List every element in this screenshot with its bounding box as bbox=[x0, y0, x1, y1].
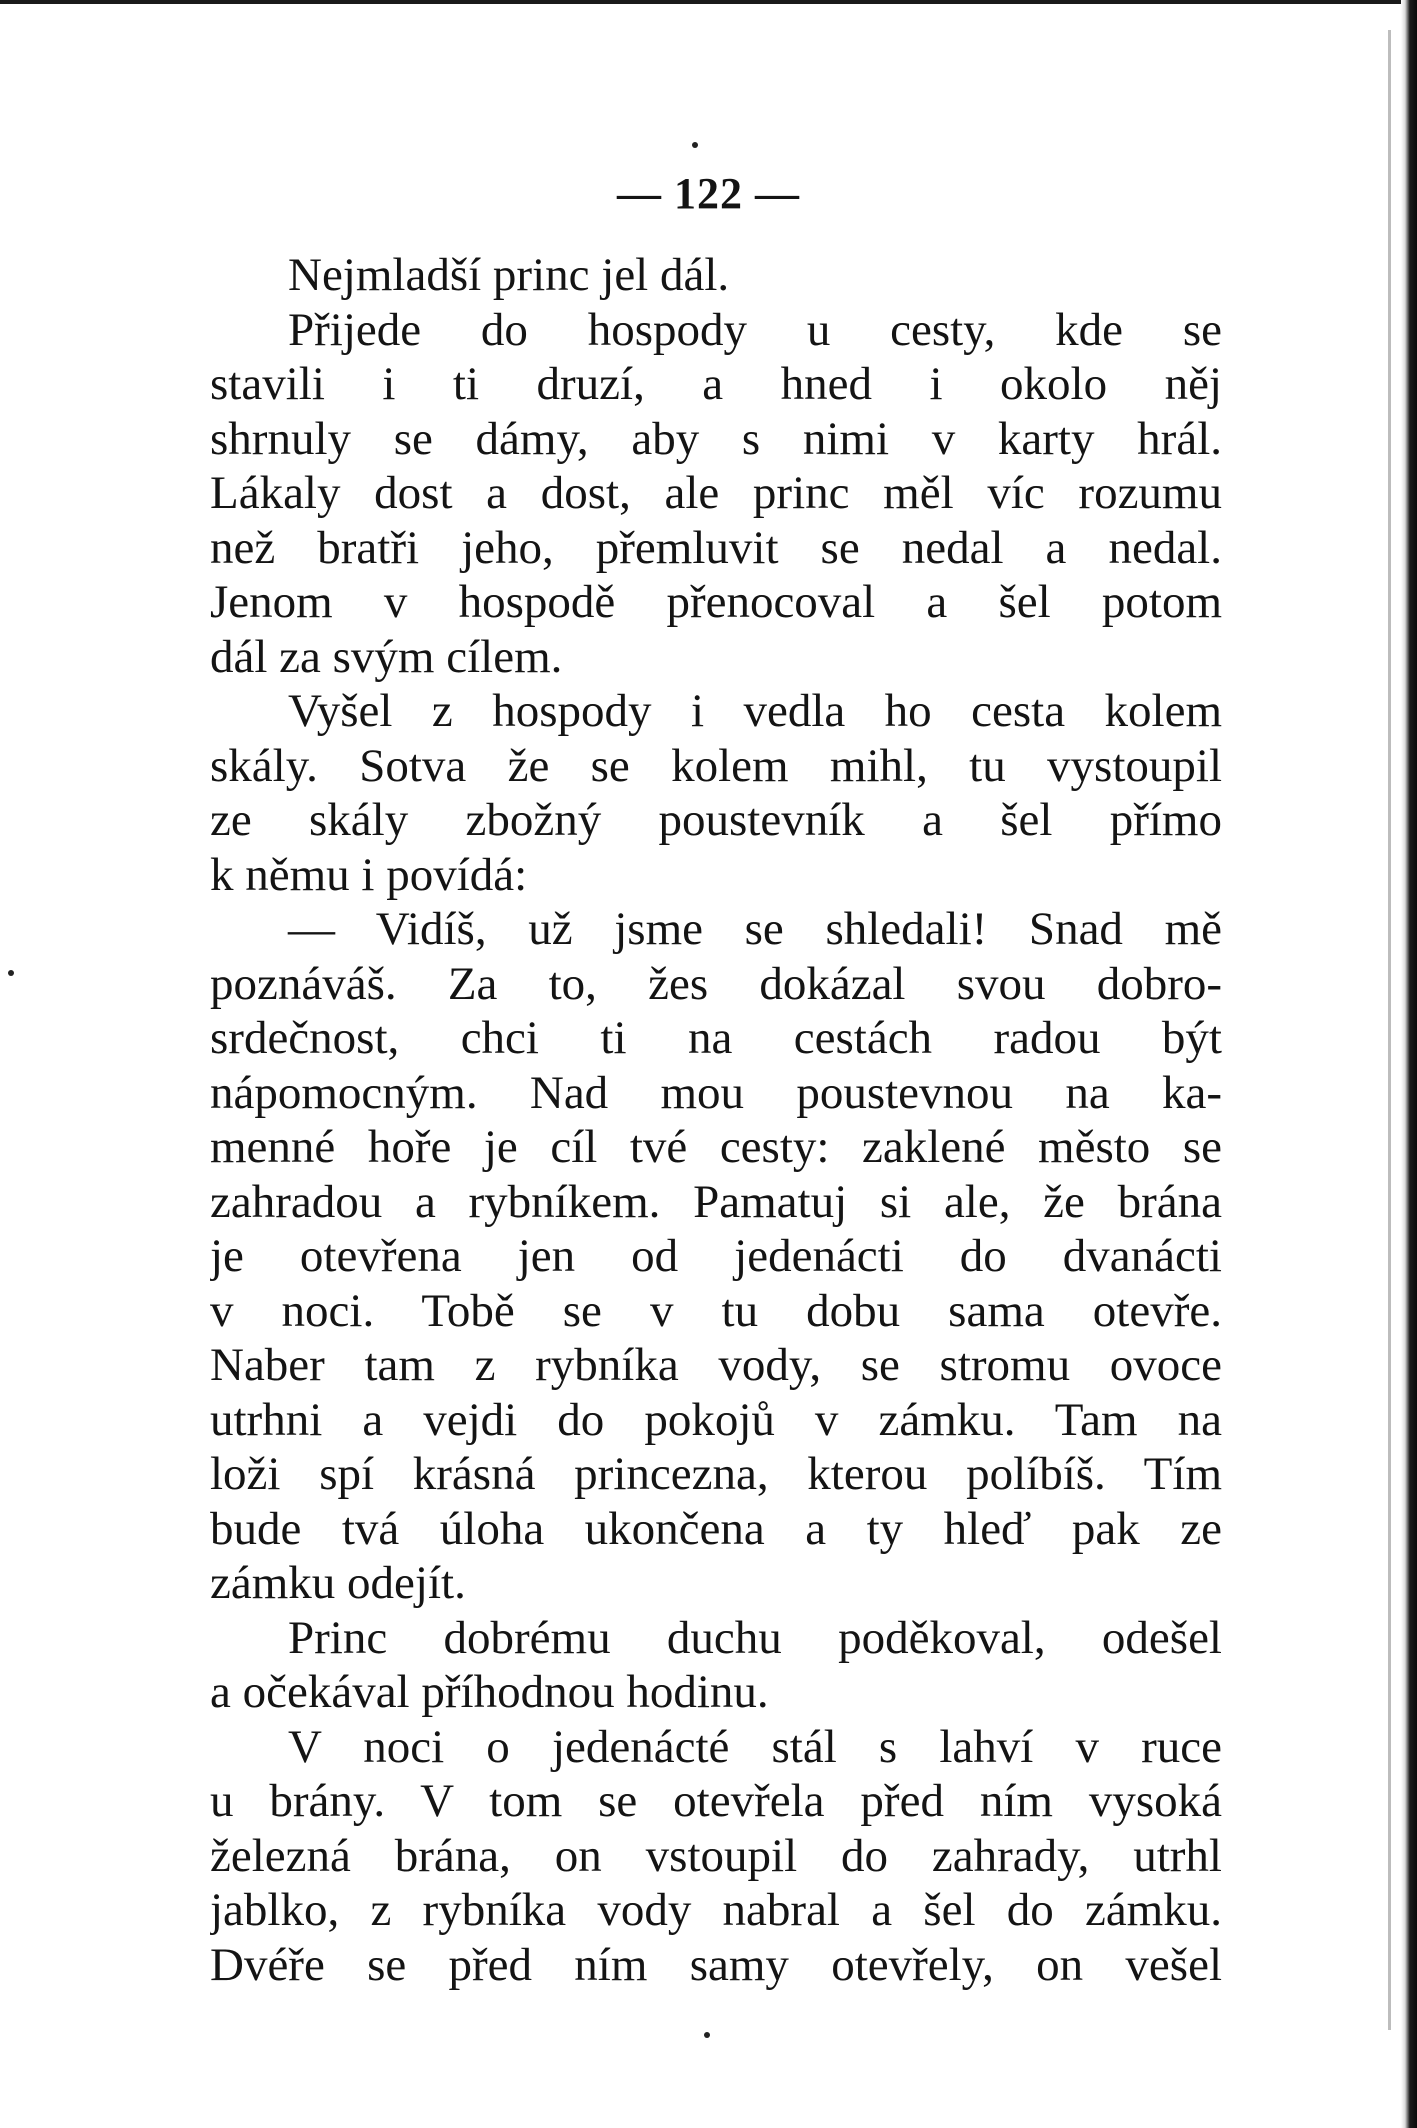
text-line: Nejmladší princ jel dál. bbox=[288, 249, 730, 301]
text-line: železná brána, on vstoupil do zahrady, utrhl bbox=[210, 1829, 1222, 1882]
text-line: Lákaly dost a dost, ale princ měl víc rozumu bbox=[210, 467, 1222, 519]
print-speck bbox=[8, 970, 14, 976]
page-number: — 122 — bbox=[617, 169, 800, 218]
text-line: Jenom v hospodě přenocoval a šel potom bbox=[210, 576, 1222, 628]
text-line: srdečnost, chci ti na cestách radou být bbox=[210, 1012, 1222, 1064]
body-text bbox=[210, 248, 1222, 1992]
text-line: skály. Sotva že se kolem mihl, tu vystoupil bbox=[210, 739, 1222, 792]
text-line: Přijede do hospody u cesty, kde se bbox=[288, 303, 1222, 356]
text-line: u brány. V tom se otevřela před ním vysoká bbox=[210, 1775, 1222, 1827]
text-line: V noci o jedenácté stál s lahví v ruce bbox=[288, 1720, 1222, 1773]
text-line: Naber tam z rybníka vody, se stromu ovoce bbox=[210, 1339, 1222, 1391]
print-speck bbox=[704, 2032, 710, 2038]
text-line: stavili i ti druzí, a hned i okolo něj bbox=[210, 358, 1222, 410]
text-line: a očekával příhodnou hodinu. bbox=[210, 1666, 769, 1718]
text-line: utrhni a vejdi do pokojů v zámku. Tam na bbox=[210, 1393, 1222, 1446]
text-line: jablko, z rybníka vody nabral a šel do zámku. bbox=[210, 1884, 1222, 1936]
text-line: nápomocným. Nad mou poustevnou na ka- bbox=[210, 1066, 1222, 1119]
text-line: bude tvá úloha ukončena a ty hleď pak ze bbox=[210, 1502, 1222, 1555]
text-line: dál za svým cílem. bbox=[210, 630, 563, 683]
text-line: menné hoře je cíl tvé cesty: zaklené město se bbox=[210, 1121, 1222, 1173]
scan-margin-line bbox=[1388, 30, 1391, 2030]
text-line: ze skály zbožný poustevník a šel přímo bbox=[210, 794, 1222, 846]
text-line: v noci. Tobě se v tu dobu sama otevře. bbox=[210, 1284, 1222, 1337]
text-line: Dvéře se před ním samy otevřely, on vešel bbox=[210, 1938, 1222, 1991]
text-line: zahradou a rybníkem. Pamatuj si ale, že brána bbox=[210, 1175, 1222, 1228]
text-line: než bratři jeho, přemluvit se nedal a nedal. bbox=[210, 521, 1222, 574]
text-line: je otevřena jen od jedenácti do dvanácti bbox=[210, 1230, 1222, 1282]
text-line: zámku odejít. bbox=[210, 1557, 466, 1609]
scan-right-edge bbox=[1401, 0, 1417, 2128]
text-line: shrnuly se dámy, aby s nimi v karty hrál. bbox=[210, 412, 1222, 465]
scan-top-edge bbox=[0, 0, 1417, 4]
text-line: poznáváš. Za to, žes dokázal svou dobro- bbox=[210, 957, 1222, 1010]
text-line: — Vidíš, už jsme se shledali! Snad mě bbox=[288, 903, 1222, 955]
text-line: Vyšel z hospody i vedla ho cesta kolem bbox=[288, 685, 1222, 737]
text-line: loži spí krásná princezna, kterou políbíš. Tím bbox=[210, 1448, 1222, 1500]
text-line: Princ dobrému duchu poděkoval, odešel bbox=[288, 1611, 1222, 1664]
print-speck bbox=[692, 142, 698, 148]
text-line: k němu i povídá: bbox=[210, 848, 528, 901]
